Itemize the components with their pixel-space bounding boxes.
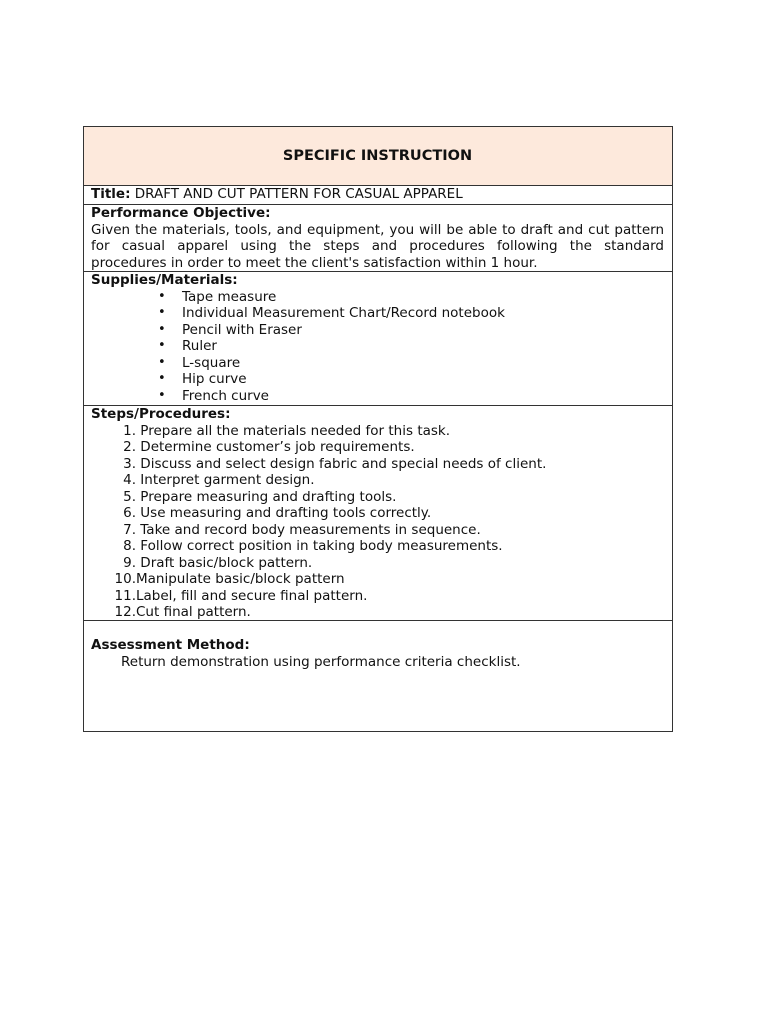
bullet-icon: • [158, 354, 166, 370]
step-text: Manipulate basic/block pattern [136, 571, 345, 587]
objective-row [84, 204, 672, 271]
step-number: 1. [123, 422, 136, 439]
step-text: Cut final pattern. [136, 604, 251, 620]
bullet-icon: • [158, 305, 166, 320]
list-item [158, 322, 664, 339]
supply-item: Ruler [182, 338, 217, 354]
list-item [113, 571, 664, 588]
title-row [84, 185, 672, 204]
steps-list [91, 423, 664, 621]
bullet-icon: • [158, 288, 166, 304]
step-number: 7. [123, 521, 136, 538]
list-item [158, 355, 664, 372]
step-number: 2. [123, 439, 136, 455]
list-item [113, 538, 664, 555]
supply-item: Hip curve [182, 371, 247, 387]
header-title: SPECIFIC INSTRUCTION [282, 147, 473, 164]
assessment-text: Return demonstration using performance criteria checklist. [121, 653, 521, 670]
step-text: Prepare measuring and drafting tools. [140, 488, 397, 505]
instruction-table [83, 126, 673, 732]
step-text: Interpret garment design. [140, 472, 315, 488]
supply-item: Tape measure [182, 288, 277, 305]
step-text: Label, fill and secure final pattern. [136, 587, 368, 604]
step-number: 11. [114, 587, 136, 604]
step-text: Take and record body measurements in sequence. [140, 521, 481, 538]
bullet-icon: • [158, 371, 166, 386]
step-text: Follow correct position in taking body measurements. [140, 538, 503, 554]
list-item [113, 472, 664, 489]
step-text: Determine customer’s job requirements. [140, 439, 415, 455]
step-number: 5. [123, 488, 136, 505]
list-item [113, 489, 664, 506]
assessment-label: Assessment Method: [91, 637, 250, 653]
bullet-icon: • [158, 321, 166, 337]
supply-item: Pencil with Eraser [182, 321, 302, 338]
supplies-label: Supplies/Materials: [91, 272, 238, 288]
objective-label: Performance Objective: [91, 205, 271, 221]
list-item [113, 505, 664, 522]
list-item [113, 456, 664, 473]
list-item [158, 305, 664, 322]
step-number: 4. [123, 472, 136, 488]
list-item [158, 371, 664, 388]
title-label: Title: [91, 186, 131, 202]
list-item [113, 423, 664, 440]
supplies-row [84, 271, 672, 405]
list-item [158, 338, 664, 355]
list-item [158, 289, 664, 306]
steps-label: Steps/Procedures: [91, 406, 231, 422]
step-text: Discuss and select design fabric and special needs of client. [140, 455, 547, 472]
list-item [113, 439, 664, 456]
step-text: Draft basic/block pattern. [140, 554, 313, 571]
supply-item: French curve [182, 387, 269, 404]
step-number: 10. [114, 571, 136, 587]
objective-text: Given the materials, tools, and equipment, you will be able to draft and cut pattern for casual apparel using the steps and procedures following the standard procedures in order to meet the client's satisfaction within 1 hour. [91, 221, 664, 271]
assessment-row [84, 620, 672, 731]
step-number: 6. [123, 505, 136, 521]
list-item [113, 604, 664, 621]
step-number: 8. [123, 538, 136, 554]
step-text: Prepare all the materials needed for this task. [140, 422, 451, 439]
step-text: Use measuring and drafting tools correctly. [140, 505, 432, 521]
step-number: 3. [123, 455, 136, 472]
list-item [113, 522, 664, 539]
supplies-list [91, 289, 664, 405]
list-item [158, 388, 664, 405]
steps-row [84, 405, 672, 620]
list-item [113, 588, 664, 605]
header-row [84, 127, 672, 185]
title-value: DRAFT AND CUT PATTERN FOR CASUAL APPAREL [130, 186, 463, 202]
list-item [113, 555, 664, 572]
step-number: 12. [114, 604, 136, 620]
step-number: 9. [123, 554, 136, 571]
bullet-icon: • [158, 338, 166, 353]
supply-item: Individual Measurement Chart/Record notebook [182, 305, 505, 321]
bullet-icon: • [158, 387, 166, 403]
supply-item: L-square [182, 354, 241, 371]
